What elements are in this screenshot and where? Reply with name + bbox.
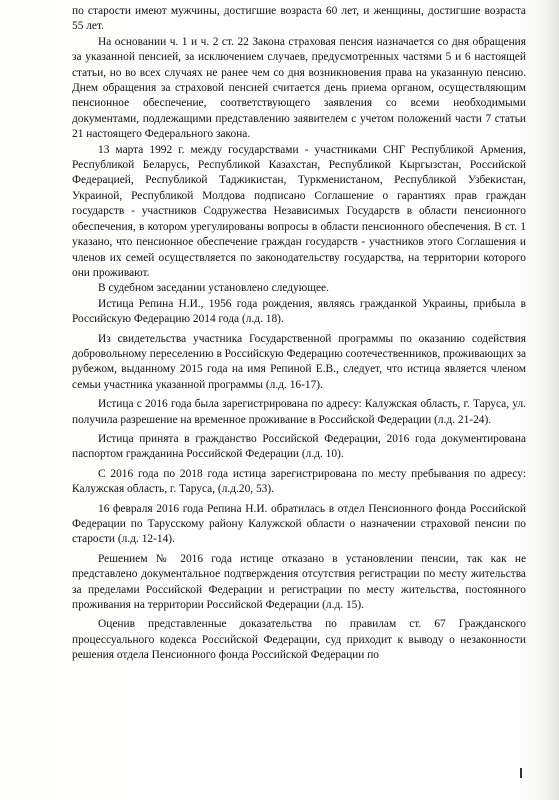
- paragraph-pension-date: На основании ч. 1 и ч. 2 ст. 22 Закона страховая пенсия назначается со дня обращения за указанной пенсией, за исключением случаев, предусмотренных частями 5 и 6 настоящей статьи, но во всех случаях не ранее чем со дня возникновения права на указанную пенсию. Днем обращения за страховой пенсией считается день приема органом, осуществляющим пенсионное обеспечение, соответствующего заявления со всеми необходимыми документами, подлежащими представлению заявителем с учетом положений части 7 статьи 21 настоящего Федерального закона.: [72, 35, 526, 141]
- paragraph-pension-age: по старости имеют мужчины, достигшие возраста 60 лет, и женщины, достигшие возраста 55 лет.: [72, 5, 526, 33]
- paragraph-evaluation: Оценив представленные доказательства по правилам ст. 67 Гражданского процессуального кодекса Российской Федерации, суд приходит к выводу о незаконности решения отдела Пенсионного фонда Российской Федерации по: [72, 618, 526, 662]
- paragraph-temporary-stay: С 2016 года по 2018 года истица зарегистрирована по месту пребывания по адресу: Калужская область, г. Таруса, (л.д.20, 53).: [72, 467, 526, 496]
- paragraph-plaintiff-arrival: Истица Репина Н.И., 1956 года рождения, являясь гражданкой Украины, прибыла в Российскую Федерацию 2014 года (л.д. 18).: [72, 297, 526, 326]
- paragraph-program-certificate: Из свидетельства участника Государственной программы по оказанию содействия добровольному переселению в Российскую Федерацию соотечественников, проживающих за рубежом, выданному 2015 года на имя Репиной Е.В., следует, что истица является членом семьи участника указанной программы (л.д. 16-17).: [72, 332, 526, 391]
- paragraph-registration: Истица с 2016 года была зарегистрирована по адресу: Калужская область, г. Таруса, ул. получила разрешение на временное проживание в Российской Федерации (л.д. 21-24).: [72, 398, 526, 426]
- page-edge-shadow: [543, 0, 559, 800]
- paragraph-application: 16 февраля 2016 года Репина Н.И. обратилась в отдел Пенсионного фонда Российской Федерации по Тарусскому району Калужской области о назначении страховой пенсии по старости (л.д. 12-14).: [72, 502, 526, 546]
- paragraph-cis-agreement: 13 марта 1992 г. между государствами - участниками СНГ Республикой Армения, Республикой Беларусь, Республикой Казахстан, Республикой Кыргызстан, Российской Федерацией, Республикой Таджикистан, Туркменистаном, Республикой Узбекистан, Украиной, Республикой Молдова подписано Соглашение о гарантиях прав граждан государств - участников Содружества Независимых Государств в области пенсионного обеспечения, в котором урегулированы вопросы в области пенсионного обеспечения. В ст. 1 указано, что пенсионное обеспечение граждан государств - участников этого Соглашения и членов их семей осуществляется по законодательству государства, на территории которого они проживают.: [72, 143, 526, 279]
- paragraph-citizenship: Истица принята в гражданство Российской Федерации, 2016 года документирована паспортом гражданина Российской Федерации (л.д. 10).: [72, 432, 526, 461]
- paragraph-refusal: Решением № 2016 года истице отказано в установлении пенсии, так как не представлено документальное подтверждения отсутствия регистрации по месту жительства за пределами Российской Федерации и регистрации по месту жительства, постоянного проживания на территории Российской Федерации (л.д. 15).: [72, 552, 526, 612]
- scan-mark: [520, 768, 522, 778]
- paragraph-court-established: В судебном заседании установлено следующее.: [98, 282, 329, 295]
- document-body: [72, 4, 526, 664]
